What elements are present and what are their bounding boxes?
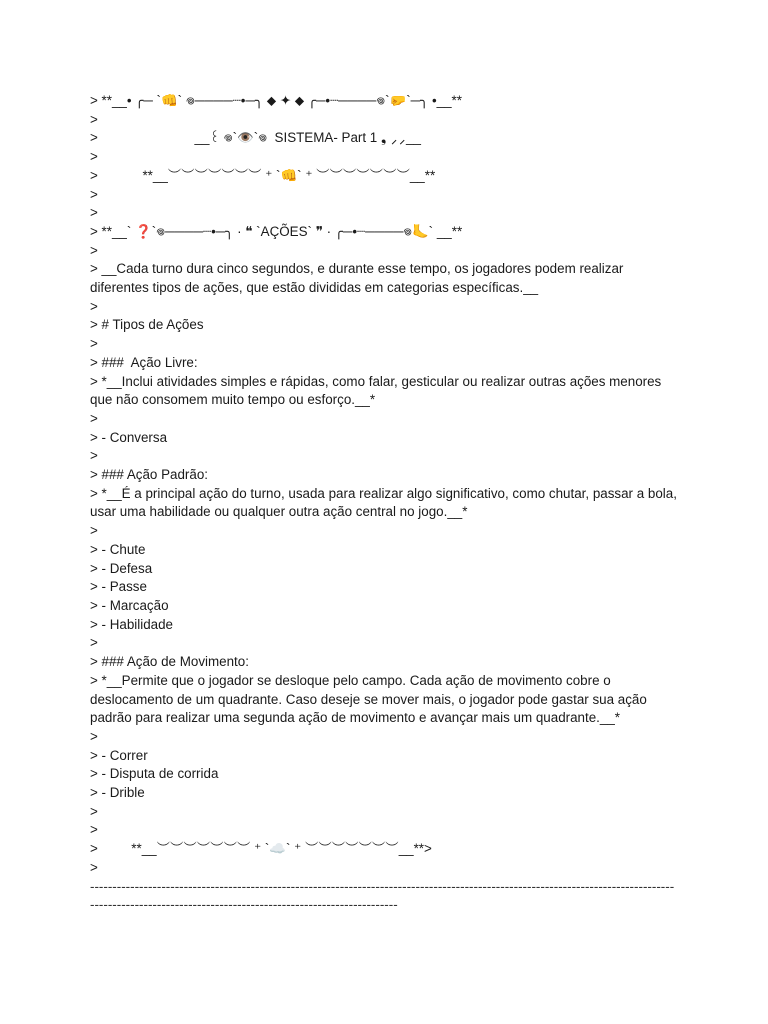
heading-movement-action: > ### Ação de Movimento: — [90, 654, 249, 670]
divider-ornament-bottom: > **__︶︶︶︶︶︶︶ ⁺ `☁️` ⁺ ︶︶︶︶︶︶︶__**> — [90, 841, 432, 857]
heading-free-action: > ### Ação Livre: — [90, 354, 198, 370]
quote-line: > — [90, 803, 98, 819]
list-item: > - Chute — [90, 541, 146, 557]
list-item: > - Defesa — [90, 560, 153, 576]
heading-action-types: > # Tipos de Ações — [90, 317, 204, 333]
quote-line: > — [90, 822, 98, 838]
quote-line: > — [90, 298, 98, 314]
quote-line: > — [90, 186, 98, 202]
quote-line: > — [90, 859, 98, 875]
list-item: > - Correr — [90, 747, 148, 763]
quote-line: > — [90, 448, 98, 464]
quote-line: > — [90, 728, 98, 744]
dashed-separator: -------------------------------------------------------------------------------------------------------------------------------------------------------------------------------------------------------- — [90, 878, 675, 913]
list-item: > - Passe — [90, 579, 147, 595]
actions-banner: > **__` ❓`𖦹────┈•─╮ · ❝ `AÇÕES` ❞ · ╭─•┈────𖦹🦶` __** — [90, 223, 463, 239]
list-item: > - Disputa de corrida — [90, 766, 219, 782]
standard-action-description: > *__É a principal ação do turno, usada para realizar algo significativo, como chutar, passar a bola, usar uma habilidade ou qualquer outra ação central no jogo.__* — [90, 485, 677, 520]
quote-line: > — [90, 410, 98, 426]
list-item: > - Conversa — [90, 429, 168, 445]
document-body — [90, 92, 680, 915]
list-item: > - Drible — [90, 785, 145, 801]
system-title: > __꒰ 𖦹`👁️`𖦹 SISTEMA- Part 1 ❟ ⸝⸝__ — [90, 130, 421, 146]
heading-standard-action: > ### Ação Padrão: — [90, 467, 209, 483]
quote-line: > — [90, 635, 98, 651]
list-item: > - Habilidade — [90, 616, 173, 632]
free-action-description: > *__Inclui atividades simples e rápidas, como falar, gesticular ou realizar outras ações menores que não consomem muito tempo ou esforço.__* — [90, 373, 662, 408]
list-item: > - Marcação — [90, 597, 169, 613]
quote-line: > — [90, 523, 98, 539]
intro-paragraph: > __Cada turno dura cinco segundos, e durante esse tempo, os jogadores podem realizar diferentes tipos de ações, que estão divididas em categorias específicas.__ — [90, 261, 624, 296]
quote-line: > — [90, 205, 98, 221]
divider-ornament: > **__︶︶︶︶︶︶︶ ⁺ `👊` ⁺ ︶︶︶︶︶︶︶__** — [90, 167, 436, 183]
movement-action-description: > *__Permite que o jogador se desloque pelo campo. Cada ação de movimento cobre o deslocamento de um quadrante. Caso deseje se mover mais, o jogador pode gastar sua ação padrão para realizar uma segunda ação de movimento e avançar mais um quadrante.__* — [90, 672, 647, 726]
quote-line: > — [90, 111, 98, 127]
quote-line: > — [90, 149, 98, 165]
quote-line: > — [90, 242, 98, 258]
title-banner-top: > **__• ╭─ `👊` 𖦹────┈•─╮ ⬥ ✦ ⬥ ╭─•┈────𖦹`🤛`─╮ •__** — [90, 93, 462, 108]
quote-line: > — [90, 336, 98, 352]
